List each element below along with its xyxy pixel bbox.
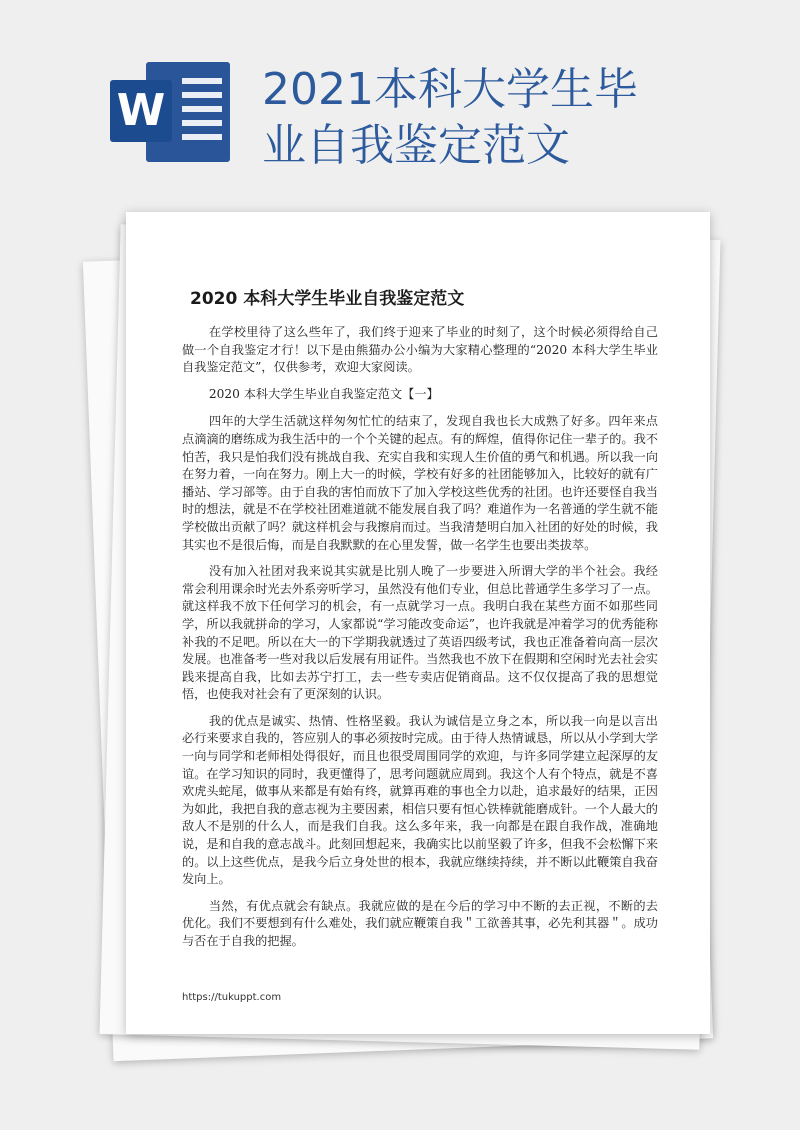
intro-paragraph: 在学校里待了这么些年了，我们终于迎来了毕业的时刻了，这个时候必须得给自己做一个自我鉴定才行！以下是由熊猫办公小编为大家精心整理的“2020 本科大学生毕业自我鉴定范文”，仅供参考，欢迎大家阅读。 <box>182 325 658 375</box>
word-icon <box>110 62 230 162</box>
document-page <box>126 212 710 1034</box>
banner-title-line2: 业自我鉴定范文 <box>262 120 570 171</box>
section-subtitle: 2020 本科大学生毕业自我鉴定范文【一】 <box>208 386 439 401</box>
body-paragraph-4: 当然，有优点就会有缺点。我就应做的是在今后的学习中不断的去正视，不断的去优化。我们不要想到有什么难处，我们就应鞭策自我＂工欲善其事，必先利其器＂。成功与否在于自我的把握。 <box>182 898 658 948</box>
header-banner <box>0 0 800 190</box>
body-paragraph-1: 四年的大学生活就这样匆匆忙忙的结束了，发现自我也长大成熟了好多。四年来点点滴滴的磨练成为我生活中的一个个关键的起点。有的辉煌，值得你记住一辈子的。我不怕苦，我只是怕我们没有挑战自我、充实自我和实现人生价值的勇气和机遇。所以我一向在努力着，一向在努力。刚上大一的时候，学校有好多的社团能够加入，比较好的就有广播站、学习部等。由于自我的害怕而放下了加入学校这些优秀的社团。也许还要怪自我当时的想法，就是不在学校社团难道就不能发展自我了吗？难道作为一名普通的学生就不能学校做出贡献了吗？就这样机会与我擦肩而过。当我清楚明白加入社团的好处的时候，我其实也不是很后悔，而是自我默默的在心里发誓，做一名学生也要出类拔萃。 <box>182 414 658 552</box>
document-body <box>182 324 658 960</box>
word-logo-letter: W <box>110 80 172 142</box>
body-paragraph-2: 没有加入社团对我来说其实就是比别人晚了一步要进入所谓大学的半个社会。我经常会利用课余时光去外系旁听学习，虽然没有他们专业，但总比普通学生多学习了一点。就这样我不放下任何学习的机会，有一点就学习一点。我明白我在某些方面不如那些同学，所以我就拼命的学习，人家都说“学习能改变命运”，也许我就是冲着学习的优秀能称补我的不足吧。所以在大一的下学期我就透过了英语四级考试，我也正准备着向高一层次发展。也准备考一些对我以后发展有用证件。当然我也不放下在假期和空闲时光去社会实践来提高自我，比如去苏宁打工，去一些专卖店促销商品。这不仅仅提高了我的思想觉悟，也使我对社会有了更深刻的认识。 <box>182 564 658 702</box>
footer-url[interactable]: https://tukuppt.com <box>182 992 282 1003</box>
banner-title-line1: 2021本科大学生毕 <box>262 64 638 115</box>
body-paragraph-3: 我的优点是诚实、热情、性格坚毅。我认为诚信是立身之本，所以我一向是以言出必行来要求自我的，答应别人的事必须按时完成。由于待人热情诚恳，所以从小学到大学一向与同学和老师相处得很好，而且也很受周围同学的欢迎，与许多同学建立起深厚的友谊。在学习知识的同时，我更懂得了，思考问题就应周到。我这个人有个特点，就是不喜欢虎头蛇尾，做事从来都是有始有终，就算再难的事也全力以赴，追求最好的结果，正因为如此，我把自我的意志视为主要因素，相信只要有恒心铁棒就能磨成针。一个人最大的敌人不是别的什么人，而是我们自我。这么多年来，我一向都是在跟自我作战，准确地说，是和自我的意志战斗。此刻回想起来，我确实比以前坚毅了许多，但我不会松懈下来的。以上这些优点，是我今后立身处世的根本，我就应继续持续，并不断以此鞭策自我奋发向上。 <box>182 713 658 887</box>
banner-title <box>262 62 682 174</box>
document-title: 2020 本科大学生毕业自我鉴定范文 <box>190 289 465 309</box>
